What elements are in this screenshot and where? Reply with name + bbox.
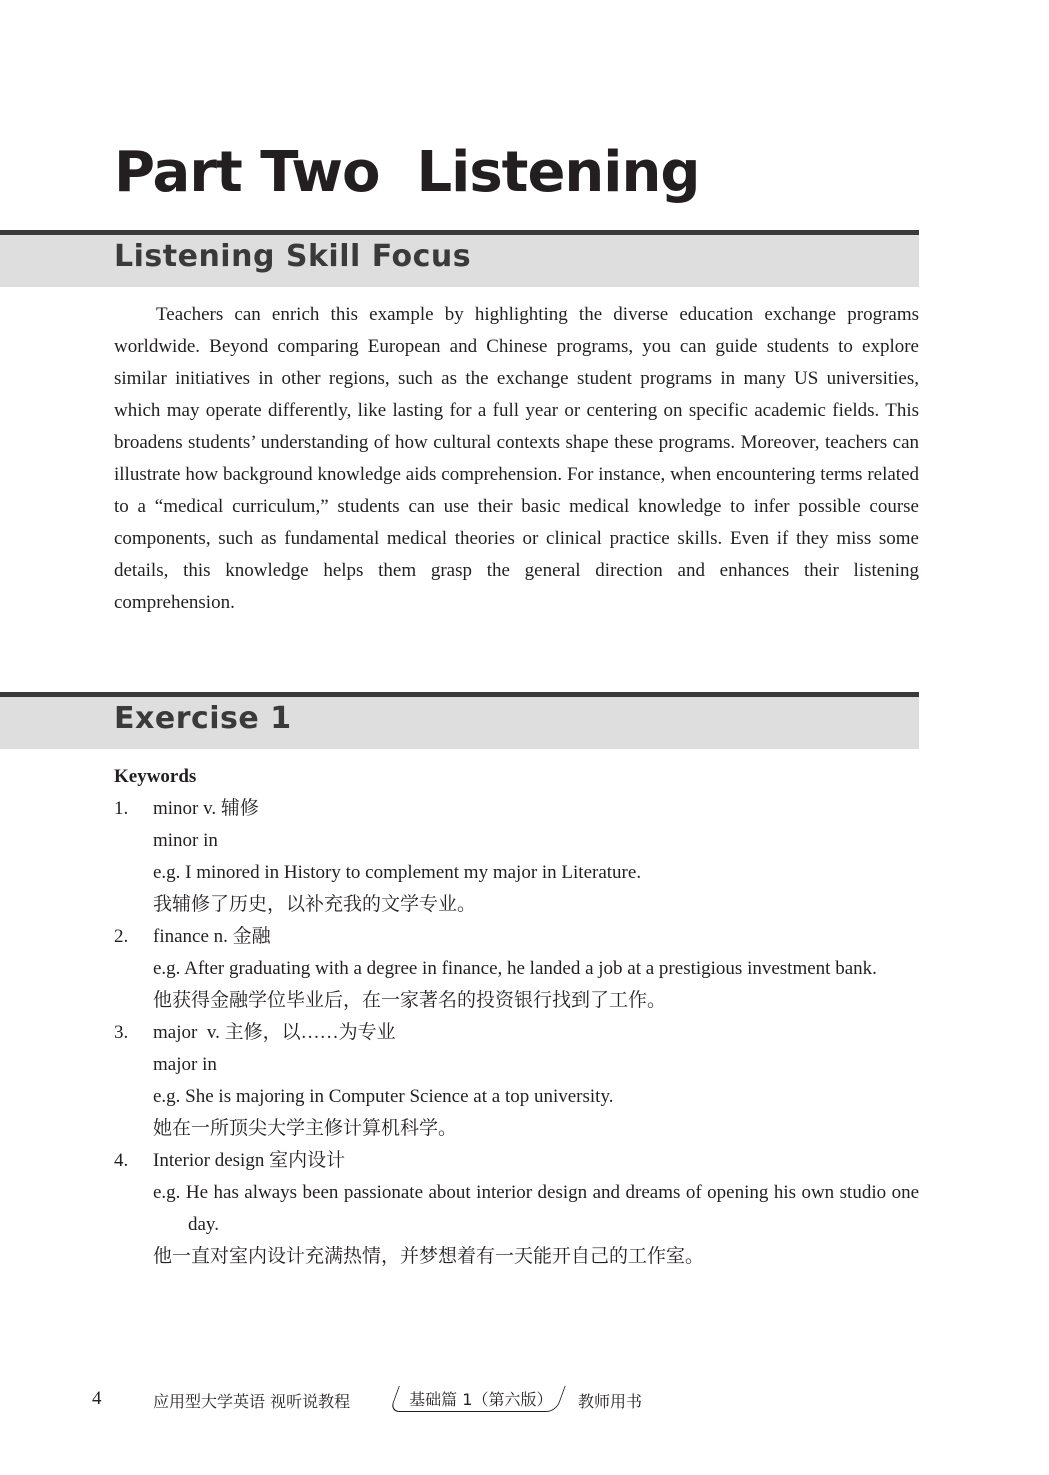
keyword-term: Interior design 室内设计 — [153, 1150, 346, 1171]
keyword-term: finance n. 金融 — [153, 926, 271, 947]
keyword-example: e.g. I minored in History to complement my major in Literature. — [153, 862, 642, 883]
keyword-translation: 他获得金融学位毕业后，在一家著名的投资银行找到了工作。 — [153, 990, 667, 1011]
exercise-1-header — [0, 692, 919, 749]
section-heading: Listening Skill Focus — [114, 239, 472, 274]
keyword-translation: 我辅修了历史，以补充我的文学专业。 — [153, 894, 477, 915]
section-heading: Exercise 1 — [114, 701, 292, 736]
part-title: Part Two Listening — [114, 140, 700, 205]
volume-label: 基础篇 1（第六版） — [409, 1390, 553, 1409]
keyword-example: e.g. He has always been passionate about interior design and dreams of opening his own studio one day. — [153, 1182, 919, 1235]
keyword-translation: 她在一所顶尖大学主修计算机科学。 — [153, 1118, 458, 1139]
keyword-phrase: minor in — [153, 830, 218, 851]
keyword-term: minor v. 辅修 — [153, 798, 259, 819]
keyword-item — [114, 1145, 919, 1273]
keyword-number: 4. — [114, 1150, 129, 1171]
listening-skill-focus-header — [0, 230, 919, 287]
keywords-list — [114, 793, 919, 1273]
volume-tag — [389, 1386, 566, 1412]
keyword-example: e.g. After graduating with a degree in finance, he landed a job at a prestigious investment bank. — [153, 958, 877, 979]
keyword-item — [114, 793, 919, 921]
keyword-term: major v. 主修，以……为专业 — [153, 1022, 396, 1043]
series-name: 应用型大学英语 视听说教程 — [153, 1392, 351, 1411]
keyword-example: e.g. She is majoring in Computer Science at a top university. — [153, 1086, 614, 1107]
page-footer — [0, 1386, 1049, 1416]
keywords-heading: Keywords — [114, 766, 197, 787]
keyword-phrase: major in — [153, 1054, 217, 1075]
page-number: 4 — [92, 1388, 102, 1409]
keyword-number: 3. — [114, 1022, 129, 1043]
keyword-translation: 他一直对室内设计充满热情，并梦想着有一天能开自己的工作室。 — [153, 1246, 705, 1267]
skill-focus-paragraph: Teachers can enrich this example by highlighting the diverse education exchange programs worldwide. Beyond comparing European and Chinese programs, you can guide students to explore similar initiatives in other regions, such as the exchange student programs in many US universities, which may operate differently, like lasting for a full year or centering on specific academic fields. This broadens students’ understanding of how cultural contexts shape these programs. Moreover, teachers can illustrate how background knowledge aids comprehension. For instance, when encountering terms related to a “medical curriculum,” students can use their basic medical knowledge to infer possible course components, such as fundamental medical theories or clinical practice skills. Even if they miss some details, this knowledge helps them grasp the general direction and enhances their listening comprehension. — [114, 304, 919, 613]
keyword-item — [114, 1017, 919, 1145]
keyword-item — [114, 921, 919, 1017]
book-type: 教师用书 — [578, 1392, 643, 1411]
keyword-number: 1. — [114, 798, 129, 819]
keyword-number: 2. — [114, 926, 129, 947]
